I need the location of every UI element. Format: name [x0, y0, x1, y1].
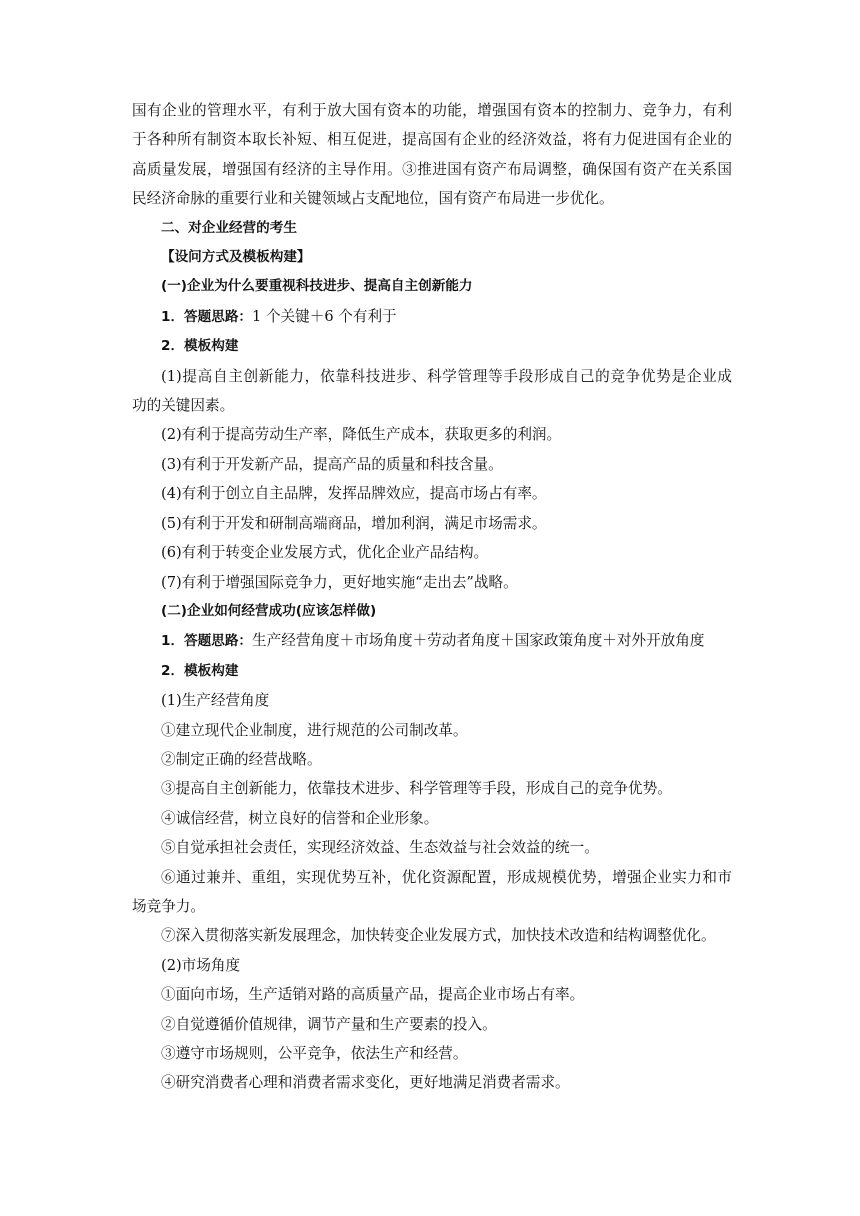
part1-item: (6)有利于转变企业发展方式，优化企业产品结构。 [161, 544, 489, 562]
document-page [132, 96, 732, 1098]
part2-sub1-item-6-line2: 场竞争力。 [132, 897, 205, 915]
part1-item: (5)有利于开发和研制高端商品，增加利润，满足市场需求。 [161, 514, 547, 532]
part1-item: (2)有利于提高劳动生产率，降低生产成本，获取更多的利润。 [161, 426, 562, 444]
part2-sub1-item: ⑤自觉承担社会责任，实现经济效益、生态效益与社会效益的统一。 [161, 839, 599, 857]
part1-title: (一)企业为什么要重视科技进步、提高自主创新能力 [161, 278, 473, 295]
part2-sub2-item: ①面向市场，生产适销对路的高质量产品，提高企业市场占有率。 [161, 986, 585, 1004]
part1-item: (4)有利于创立自主品牌，发挥品牌效应，提高市场占有率。 [161, 485, 547, 503]
part2-sub1-item-7: ⑦深入贯彻落实新发展理念，加快转变企业发展方式，加快技术改造和结构调整优化。 [161, 927, 716, 945]
part1-item-1-line1: (1)提高自主创新能力，依靠科技进步、科学管理等手段形成自己的竞争优势是企业成 [161, 367, 732, 385]
part2-answer [132, 626, 732, 656]
part2-sub1-item-6-line1: ⑥通过兼并、重组，实现优势互补，优化资源配置，形成规模优势，增强企业实力和市 [161, 868, 732, 886]
part2-title: (二)企业如何经营成功(应该怎样做) [161, 602, 377, 619]
answer-label: 1．答题思路： [161, 308, 253, 325]
intro-line: 国有企业的管理水平，有利于放大国有资本的功能，增强国有资本的控制力、竞争力，有利 [132, 102, 732, 119]
part1-item: (3)有利于开发新产品，提高产品的质量和科技含量。 [161, 455, 503, 473]
part2-sub1-item: ②制定正确的经营战略。 [161, 750, 322, 768]
part1-item-1-line2: 功的关键因素。 [132, 397, 235, 415]
part1-template-label: 2．模板构建 [161, 338, 239, 355]
answer-text: 1 个关键＋6 个有利于 [252, 307, 397, 325]
intro-paragraph [132, 96, 732, 214]
part1-answer [132, 302, 732, 332]
intro-line: 高质量发展，增强国有经济的主导作用。③推进国有资产布局调整，确保国有资产在关系国 [132, 160, 732, 178]
part2-sub1-item: ④诚信经营，树立良好的信誉和企业形象。 [161, 809, 439, 827]
part2-sub1-title: (1)生产经营角度 [161, 692, 270, 710]
section-title: 二、对企业经营的考生 [161, 219, 297, 236]
part2-sub2-item: ③遵守市场规则，公平竞争，依法生产和经营。 [161, 1045, 468, 1062]
intro-line: 民经济命脉的重要行业和关键领域占支配地位，国有资产布局进一步优化。 [132, 190, 614, 208]
part2-sub2-item: ②自觉遵循价值规律，调节产量和生产要素的投入。 [161, 1015, 497, 1033]
part2-sub2-title: (2)市场角度 [161, 956, 241, 974]
part2-sub2-item: ④研究消费者心理和消费者需求变化，更好地满足消费者需求。 [161, 1074, 570, 1092]
part2-sub1-item: ③提高自主创新能力，依靠技术进步、科学管理等手段，形成自己的竞争优势。 [161, 780, 672, 798]
answer-text: 生产经营角度＋市场角度＋劳动者角度＋国家政策角度＋对外开放角度 [252, 632, 705, 650]
part2-sub1-item: ①建立现代企业制度，进行规范的公司制改革。 [161, 721, 468, 739]
intro-line: 于各种所有制资本取长补短、相互促进，提高国有企业的经济效益，将有力促进国有企业的 [132, 131, 732, 149]
template-heading: 【设问方式及模板构建】 [161, 249, 311, 266]
part2-template-label: 2．模板构建 [161, 662, 239, 679]
part1-item: (7)有利于增强国际竞争力，更好地实施“走出去”战略。 [161, 573, 518, 591]
answer-label: 1．答题思路： [161, 633, 253, 650]
